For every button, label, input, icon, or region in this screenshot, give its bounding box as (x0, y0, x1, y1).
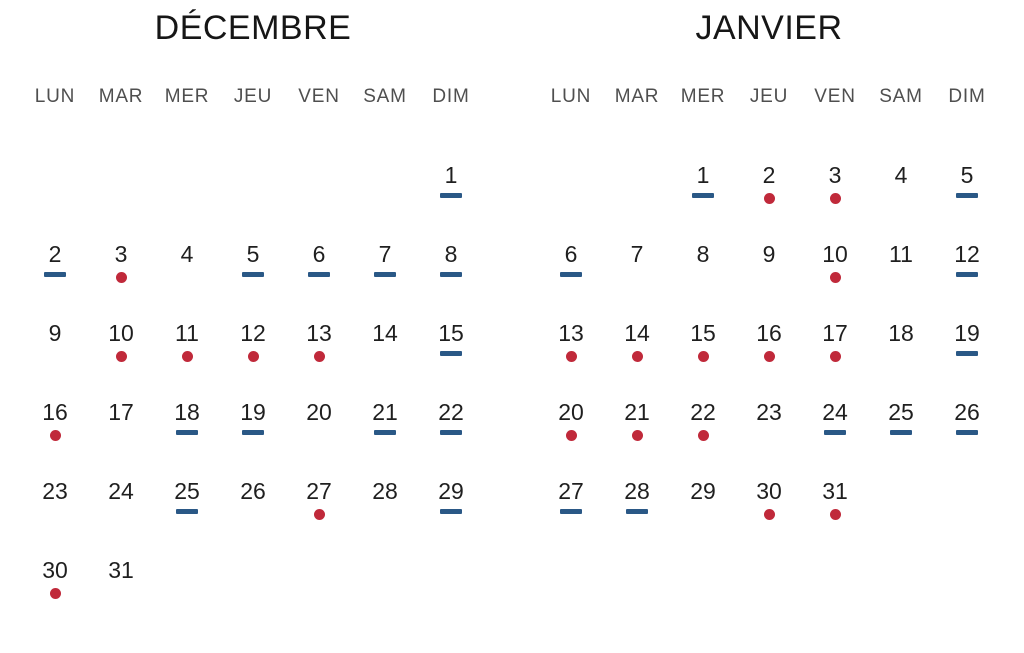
red-dot-marker (248, 351, 259, 362)
day-number: 30 (756, 478, 782, 504)
day-cell[interactable] (88, 399, 154, 478)
red-dot-marker (50, 430, 61, 441)
blue-dash-marker (374, 430, 396, 442)
weekday-label: LUN (550, 86, 592, 107)
weekday-label: MAR (614, 86, 660, 107)
blue-dash-marker (176, 430, 198, 442)
red-dot-marker (314, 509, 325, 520)
blue-dash-marker (176, 509, 198, 521)
day-cell[interactable] (868, 399, 934, 478)
day-cell[interactable] (670, 162, 736, 241)
day-cell[interactable] (418, 241, 484, 320)
month-title: DÉCEMBRE (154, 9, 352, 47)
red-dot-marker (632, 430, 643, 441)
day-cell[interactable] (22, 241, 88, 320)
day-number: 15 (438, 320, 464, 346)
blue-dash-marker (626, 509, 648, 521)
day-cell[interactable] (22, 557, 88, 636)
day-number: 1 (696, 162, 710, 188)
day-number: 8 (444, 241, 458, 267)
blue-dash-marker (440, 193, 462, 205)
red-dot-marker (566, 351, 577, 362)
red-dot-marker (248, 351, 259, 363)
day-cell[interactable] (802, 399, 868, 478)
blue-dash-marker (956, 193, 978, 205)
day-cell[interactable] (286, 320, 352, 399)
day-cell[interactable] (286, 399, 352, 478)
blue-dash-marker (374, 272, 396, 284)
red-dot-marker (50, 430, 61, 442)
blue-dash-marker (176, 430, 198, 435)
weekday-label: SAM (363, 86, 407, 107)
day-number: 21 (624, 399, 650, 425)
day-number: 20 (558, 399, 584, 425)
red-dot-marker (566, 430, 577, 441)
day-number: 9 (762, 241, 776, 267)
day-number: 16 (42, 399, 68, 425)
day-cell[interactable] (538, 241, 604, 320)
blue-dash-marker (890, 430, 912, 442)
day-number: 23 (756, 399, 782, 425)
day-number: 3 (114, 241, 128, 267)
day-number: 31 (108, 557, 134, 583)
day-number: 30 (42, 557, 68, 583)
day-cell[interactable] (934, 320, 1000, 399)
day-number: 24 (822, 399, 848, 425)
blue-dash-marker (242, 430, 264, 435)
weekday-label: LUN (34, 86, 76, 107)
red-dot-marker (116, 351, 127, 363)
red-dot-marker (830, 351, 841, 363)
red-dot-marker (50, 588, 61, 600)
blue-dash-marker (560, 272, 582, 284)
day-number: 5 (960, 162, 974, 188)
blue-dash-marker (824, 430, 846, 442)
day-number: 14 (372, 320, 398, 346)
blue-dash-marker (956, 351, 978, 363)
red-dot-marker (116, 272, 127, 283)
day-number: 13 (558, 320, 584, 346)
day-cell[interactable] (736, 478, 802, 557)
day-cell[interactable] (802, 478, 868, 557)
blue-dash-marker (692, 193, 714, 198)
day-cell[interactable] (868, 320, 934, 399)
blue-dash-marker (890, 430, 912, 435)
weekday-label: VEN (298, 86, 340, 107)
red-dot-marker (632, 351, 643, 363)
day-number: 13 (306, 320, 332, 346)
day-cell[interactable] (670, 399, 736, 478)
day-number: 4 (180, 241, 194, 267)
day-number: 31 (822, 478, 848, 504)
weekday-label: SAM (879, 86, 923, 107)
day-number: 22 (438, 399, 464, 425)
weekday-header (538, 85, 1000, 109)
day-number: 19 (240, 399, 266, 425)
day-cell[interactable] (670, 241, 736, 320)
day-cell[interactable] (604, 478, 670, 557)
day-cell[interactable] (220, 320, 286, 399)
day-number: 23 (42, 478, 68, 504)
day-cell[interactable] (934, 162, 1000, 241)
day-number: 26 (954, 399, 980, 425)
weekday-label: JEU (749, 86, 789, 107)
blue-dash-marker (44, 272, 66, 284)
day-number: 9 (48, 320, 62, 346)
day-cell[interactable] (418, 320, 484, 399)
red-dot-marker (764, 351, 775, 362)
day-number: 2 (762, 162, 776, 188)
day-number: 25 (888, 399, 914, 425)
blue-dash-marker (956, 430, 978, 442)
day-cell[interactable] (154, 478, 220, 557)
day-cell[interactable] (538, 320, 604, 399)
red-dot-marker (764, 509, 775, 520)
month-december (22, 6, 484, 636)
day-number: 19 (954, 320, 980, 346)
day-number: 27 (558, 478, 584, 504)
day-number: 27 (306, 478, 332, 504)
red-dot-marker (632, 351, 643, 362)
red-dot-marker (566, 351, 577, 363)
blue-dash-marker (956, 430, 978, 435)
day-cell[interactable] (418, 399, 484, 478)
red-dot-marker (830, 272, 841, 283)
day-cell[interactable] (286, 478, 352, 557)
day-number: 28 (372, 478, 398, 504)
day-number: 11 (889, 241, 913, 267)
blue-dash-marker (308, 272, 330, 277)
day-number: 11 (175, 320, 199, 346)
day-cell[interactable] (418, 478, 484, 557)
red-dot-marker (698, 351, 709, 363)
day-number: 5 (246, 241, 260, 267)
day-cell[interactable] (418, 162, 484, 241)
day-cell[interactable] (802, 320, 868, 399)
blue-dash-marker (956, 272, 978, 277)
day-cell[interactable] (868, 241, 934, 320)
red-dot-marker (698, 430, 709, 441)
day-cell[interactable] (736, 320, 802, 399)
red-dot-marker (314, 509, 325, 521)
day-cell[interactable] (352, 478, 418, 557)
red-dot-marker (698, 351, 709, 362)
red-dot-marker (764, 193, 775, 205)
day-cell[interactable] (802, 241, 868, 320)
day-cell[interactable] (352, 320, 418, 399)
day-grid (538, 162, 1000, 557)
day-cell[interactable] (736, 399, 802, 478)
day-number: 10 (108, 320, 134, 346)
day-cell[interactable] (88, 557, 154, 636)
day-number: 24 (108, 478, 134, 504)
day-cell[interactable] (220, 478, 286, 557)
weekday-label: JEU (233, 86, 273, 107)
empty-day-cell (604, 162, 670, 241)
day-cell[interactable] (538, 399, 604, 478)
red-dot-marker (830, 351, 841, 362)
day-cell[interactable] (154, 399, 220, 478)
empty-day-cell (538, 162, 604, 241)
day-cell[interactable] (22, 399, 88, 478)
day-number: 14 (624, 320, 650, 346)
blue-dash-marker (44, 272, 66, 277)
day-number: 1 (444, 162, 458, 188)
day-number: 17 (108, 399, 134, 425)
red-dot-marker (830, 193, 841, 204)
blue-dash-marker (560, 272, 582, 277)
weekday-label: MER (680, 86, 726, 107)
empty-day-cell (22, 162, 88, 241)
day-number: 21 (372, 399, 398, 425)
blue-dash-marker (440, 193, 462, 198)
blue-dash-marker (692, 193, 714, 205)
red-dot-marker (182, 351, 193, 363)
blue-dash-marker (440, 272, 462, 284)
day-number: 15 (690, 320, 716, 346)
blue-dash-marker (440, 509, 462, 514)
empty-day-cell (88, 162, 154, 241)
red-dot-marker (314, 351, 325, 362)
day-cell[interactable] (604, 399, 670, 478)
day-number: 7 (378, 241, 392, 267)
red-dot-marker (830, 193, 841, 205)
day-number: 2 (48, 241, 62, 267)
day-cell[interactable] (802, 162, 868, 241)
day-cell[interactable] (670, 320, 736, 399)
month-title: JANVIER (695, 9, 843, 47)
weekday-label: MAR (98, 86, 144, 107)
day-cell[interactable] (538, 478, 604, 557)
red-dot-marker (182, 351, 193, 362)
day-cell[interactable] (22, 320, 88, 399)
day-number: 6 (312, 241, 326, 267)
blue-dash-marker (560, 509, 582, 514)
blue-dash-marker (956, 193, 978, 198)
day-number: 6 (564, 241, 578, 267)
weekday-label: DIM (432, 86, 470, 107)
day-number: 22 (690, 399, 716, 425)
blue-dash-marker (956, 351, 978, 356)
blue-dash-marker (440, 430, 462, 435)
day-cell[interactable] (736, 241, 802, 320)
blue-dash-marker (440, 509, 462, 521)
day-cell[interactable] (88, 478, 154, 557)
red-dot-marker (764, 509, 775, 521)
day-cell[interactable] (22, 478, 88, 557)
blue-dash-marker (560, 509, 582, 521)
day-number: 8 (696, 241, 710, 267)
red-dot-marker (830, 509, 841, 521)
day-cell[interactable] (154, 241, 220, 320)
red-dot-marker (116, 351, 127, 362)
day-number: 18 (888, 320, 914, 346)
day-number: 12 (954, 241, 980, 267)
empty-day-cell (352, 162, 418, 241)
blue-dash-marker (308, 272, 330, 284)
blue-dash-marker (242, 272, 264, 277)
day-number: 16 (756, 320, 782, 346)
weekday-header (22, 85, 484, 109)
day-number: 18 (174, 399, 200, 425)
blue-dash-marker (176, 509, 198, 514)
red-dot-marker (314, 351, 325, 363)
weekday-label: VEN (814, 86, 856, 107)
day-cell[interactable] (934, 241, 1000, 320)
day-cell[interactable] (604, 320, 670, 399)
day-cell[interactable] (88, 241, 154, 320)
blue-dash-marker (626, 509, 648, 514)
day-cell[interactable] (220, 399, 286, 478)
day-grid (22, 162, 484, 636)
day-number: 3 (828, 162, 842, 188)
day-number: 7 (630, 241, 644, 267)
red-dot-marker (698, 430, 709, 442)
red-dot-marker (566, 430, 577, 442)
empty-day-cell (220, 162, 286, 241)
weekday-label: DIM (948, 86, 986, 107)
blue-dash-marker (440, 351, 462, 363)
day-number: 28 (624, 478, 650, 504)
red-dot-marker (764, 193, 775, 204)
blue-dash-marker (440, 430, 462, 442)
day-cell[interactable] (604, 241, 670, 320)
empty-day-cell (286, 162, 352, 241)
day-number: 20 (306, 399, 332, 425)
red-dot-marker (116, 272, 127, 284)
red-dot-marker (50, 588, 61, 599)
day-number: 26 (240, 478, 266, 504)
weekday-label: MER (164, 86, 210, 107)
blue-dash-marker (242, 272, 264, 284)
blue-dash-marker (440, 351, 462, 356)
day-cell[interactable] (220, 241, 286, 320)
month-january (538, 6, 1000, 636)
day-cell[interactable] (286, 241, 352, 320)
blue-dash-marker (824, 430, 846, 435)
day-number: 25 (174, 478, 200, 504)
red-dot-marker (632, 430, 643, 442)
blue-dash-marker (374, 272, 396, 277)
day-number: 10 (822, 241, 848, 267)
blue-dash-marker (956, 272, 978, 284)
day-cell[interactable] (736, 162, 802, 241)
day-cell[interactable] (934, 399, 1000, 478)
empty-day-cell (154, 162, 220, 241)
blue-dash-marker (242, 430, 264, 442)
day-cell[interactable] (352, 399, 418, 478)
day-cell[interactable] (154, 320, 220, 399)
red-dot-marker (764, 351, 775, 363)
blue-dash-marker (374, 430, 396, 435)
day-number: 4 (894, 162, 908, 188)
red-dot-marker (830, 272, 841, 284)
day-number: 29 (438, 478, 464, 504)
day-number: 17 (822, 320, 848, 346)
day-number: 12 (240, 320, 266, 346)
day-cell[interactable] (868, 162, 934, 241)
day-cell[interactable] (670, 478, 736, 557)
blue-dash-marker (440, 272, 462, 277)
day-number: 29 (690, 478, 716, 504)
day-cell[interactable] (352, 241, 418, 320)
red-dot-marker (830, 509, 841, 520)
day-cell[interactable] (88, 320, 154, 399)
